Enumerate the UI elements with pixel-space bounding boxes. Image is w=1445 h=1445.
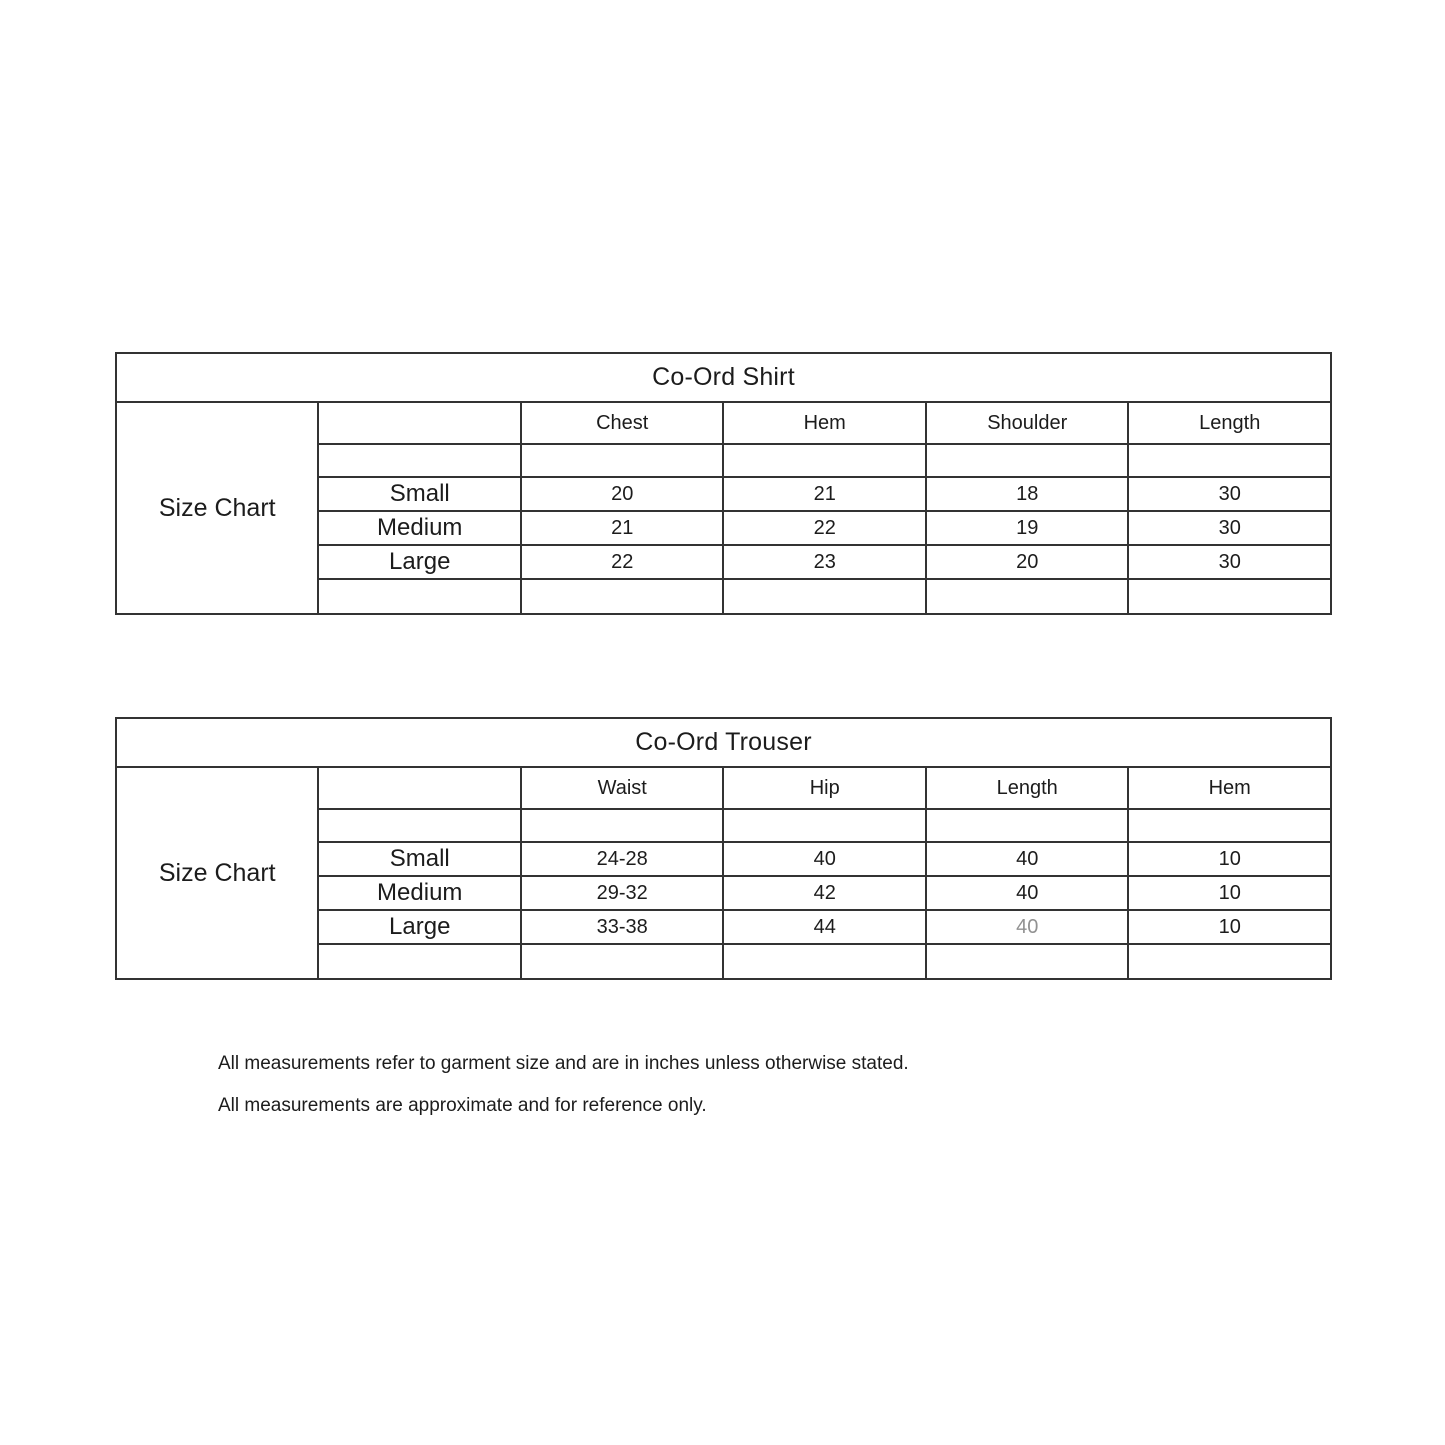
shirt-size-small: Small — [318, 477, 520, 511]
shirt-large-shoulder: 20 — [926, 545, 1129, 579]
trouser-small-length: 40 — [926, 842, 1129, 876]
trouser-medium-hem: 10 — [1128, 876, 1331, 910]
shirt-small-hem: 21 — [723, 477, 926, 511]
trouser-col-header-hem: Hem — [1128, 767, 1331, 809]
empty-cell — [318, 944, 520, 979]
empty-cell — [1128, 579, 1331, 614]
empty-cell — [521, 444, 724, 477]
trouser-size-table — [115, 717, 1332, 980]
trouser-small-hem: 10 — [1128, 842, 1331, 876]
trouser-large-waist: 33-38 — [521, 910, 724, 944]
table-row — [116, 402, 1331, 444]
shirt-small-chest: 20 — [521, 477, 724, 511]
empty-cell — [926, 809, 1129, 842]
shirt-side-label: Size Chart — [116, 402, 318, 614]
shirt-medium-shoulder: 19 — [926, 511, 1129, 545]
shirt-size-table — [115, 352, 1332, 615]
empty-cell — [318, 444, 520, 477]
shirt-medium-length: 30 — [1128, 511, 1331, 545]
trouser-large-hip: 44 — [723, 910, 926, 944]
empty-cell — [1128, 944, 1331, 979]
trouser-small-hip: 40 — [723, 842, 926, 876]
trouser-size-large: Large — [318, 910, 520, 944]
empty-cell — [723, 809, 926, 842]
empty-cell — [318, 579, 520, 614]
empty-cell — [318, 402, 520, 444]
empty-cell — [318, 809, 520, 842]
empty-cell — [926, 444, 1129, 477]
trouser-table-title: Co-Ord Trouser — [116, 718, 1331, 767]
trouser-medium-hip: 42 — [723, 876, 926, 910]
shirt-medium-chest: 21 — [521, 511, 724, 545]
trouser-medium-length: 40 — [926, 876, 1129, 910]
shirt-table-title: Co-Ord Shirt — [116, 353, 1331, 402]
empty-cell — [521, 809, 724, 842]
shirt-size-large: Large — [318, 545, 520, 579]
trouser-large-length: 40 — [926, 910, 1129, 944]
shirt-col-header-length: Length — [1128, 402, 1331, 444]
shirt-col-header-hem: Hem — [723, 402, 926, 444]
trouser-col-header-hip: Hip — [723, 767, 926, 809]
shirt-small-length: 30 — [1128, 477, 1331, 511]
shirt-col-header-chest: Chest — [521, 402, 724, 444]
note-measurements-units: All measurements refer to garment size and are in inches unless otherwise stated. — [218, 1053, 909, 1074]
empty-cell — [926, 944, 1129, 979]
empty-cell — [723, 579, 926, 614]
empty-cell — [1128, 809, 1331, 842]
shirt-large-hem: 23 — [723, 545, 926, 579]
empty-cell — [723, 444, 926, 477]
note-measurements-approx: All measurements are approximate and for reference only. — [218, 1095, 707, 1116]
shirt-small-shoulder: 18 — [926, 477, 1129, 511]
empty-cell — [318, 767, 520, 809]
table-row — [116, 767, 1331, 809]
trouser-side-label: Size Chart — [116, 767, 318, 979]
empty-cell — [926, 579, 1129, 614]
table-row — [116, 353, 1331, 402]
shirt-large-length: 30 — [1128, 545, 1331, 579]
trouser-size-medium: Medium — [318, 876, 520, 910]
empty-cell — [1128, 444, 1331, 477]
empty-cell — [521, 579, 724, 614]
shirt-col-header-shoulder: Shoulder — [926, 402, 1129, 444]
trouser-large-hem: 10 — [1128, 910, 1331, 944]
shirt-medium-hem: 22 — [723, 511, 926, 545]
trouser-col-header-waist: Waist — [521, 767, 724, 809]
shirt-size-medium: Medium — [318, 511, 520, 545]
empty-cell — [723, 944, 926, 979]
trouser-col-header-length: Length — [926, 767, 1129, 809]
table-row — [116, 718, 1331, 767]
shirt-large-chest: 22 — [521, 545, 724, 579]
trouser-small-waist: 24-28 — [521, 842, 724, 876]
trouser-medium-waist: 29-32 — [521, 876, 724, 910]
empty-cell — [521, 944, 724, 979]
trouser-size-small: Small — [318, 842, 520, 876]
